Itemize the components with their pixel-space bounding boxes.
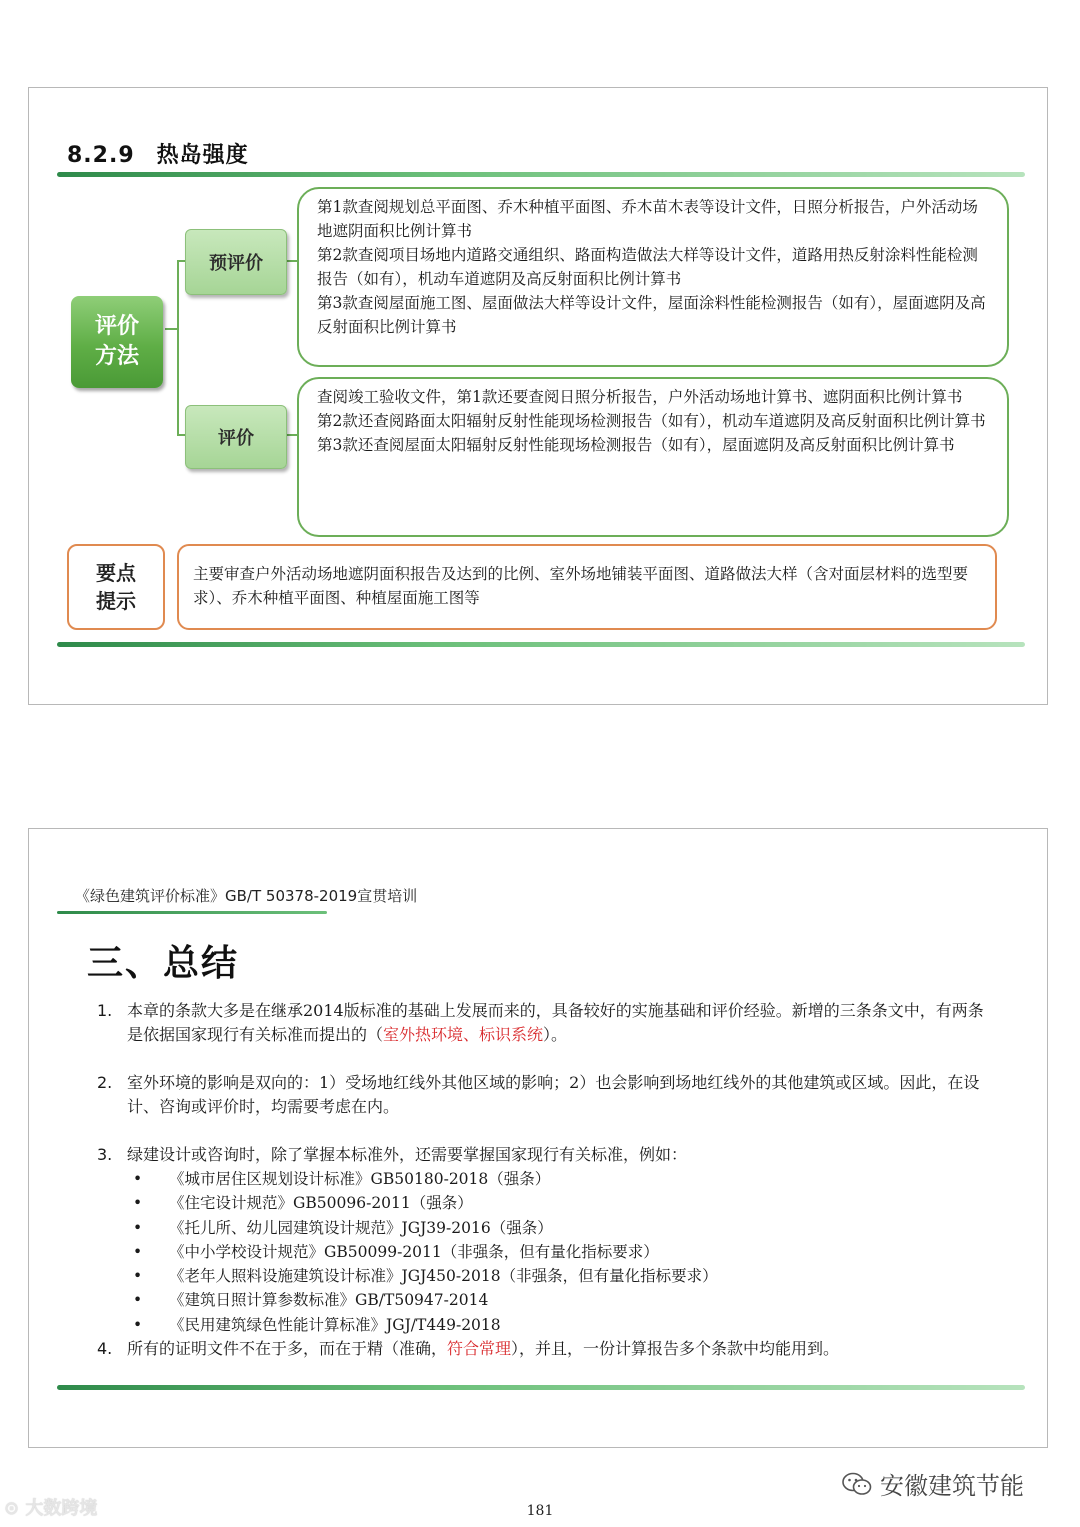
- item-text: 室外环境的影响是双向的：1）受场地红线外其他区域的影响；2）也会影响到场地红线外的其他建筑或区域。因此，在设计、咨询或评价时，均需要考虑在内。: [127, 1073, 980, 1116]
- key-points-line2: 提示: [96, 589, 136, 613]
- slide-summary: [28, 828, 1048, 1448]
- standard-item: • 《住宅设计规范》GB50096-2011（强条）: [133, 1191, 718, 1215]
- key-points-line1: 要点: [96, 561, 136, 585]
- item-text: 绿建设计或咨询时，除了掌握本标准外，还需要掌握国家现行有关标准，例如：: [127, 1145, 688, 1164]
- standard-item: • 《建筑日照计算参数标准》GB/T50947-2014: [133, 1288, 718, 1312]
- connector: [177, 260, 179, 436]
- summary-item-4: [97, 1337, 997, 1361]
- wechat-icon: [842, 1471, 872, 1497]
- watermark-icon: ⊙: [4, 1498, 26, 1519]
- watermark-text: 大数跨境: [25, 1498, 98, 1519]
- standard-item: • 《托儿所、幼儿园建筑设计规范》JGJ39-2016（强条）: [133, 1216, 718, 1240]
- section-title: 热岛强度: [156, 143, 249, 168]
- item-text-end: ），并且，一份计算报告多个条款中均能用到。: [511, 1339, 840, 1358]
- section-heading: [67, 138, 249, 169]
- eval-item: 查阅竣工验收文件，第1款还要查阅日照分析报告，户外活动场地计算书、遮阴面积比例计算书: [317, 388, 963, 406]
- summary-title: 三、总结: [87, 943, 240, 984]
- pre-eval-item: 第2款查阅项目场地内道路交通组织、路面构造做法大样等设计文件，道路用热反射涂料性能检测报告（如有），机动车道遮阴及高反射面积比例计算书: [317, 246, 978, 288]
- eval-item: 第3款还查阅屋面太阳辐射反射性能现场检测报告（如有），屋面遮阴及高反射面积比例计算书: [317, 436, 955, 454]
- standard-item: • 《民用建筑绿色性能计算标准》JGJ/T449-2018: [133, 1313, 718, 1337]
- item-number: 3.: [97, 1145, 113, 1164]
- page-number: 181: [526, 1503, 554, 1519]
- training-header: 《绿色建筑评价标准》GB/T 50378-2019宣贯培训: [75, 887, 418, 905]
- header-underline: [57, 911, 327, 914]
- eval-item: 第2款还查阅路面太阳辐射反射性能现场检测报告（如有），机动车道遮阴及高反射面积比例计算书: [317, 412, 986, 430]
- evaluation-label: 评价: [185, 405, 287, 469]
- pre-evaluation-box: [297, 187, 1009, 367]
- key-points-label: [67, 544, 165, 630]
- standard-item: • 《老年人照料设施建筑设计标准》JGJ450-2018（非强条，但有量化指标要求）: [133, 1264, 718, 1288]
- item-highlight: 室外热环境、标识系统: [383, 1025, 544, 1044]
- brand-mark: [842, 1466, 1024, 1501]
- evaluation-box: [297, 377, 1009, 537]
- pre-eval-item: 第1款查阅规划总平面图、乔木种植平面图、乔木苗木表等设计文件，日照分析报告，户外活动场地遮阴面积比例计算书: [317, 198, 978, 240]
- bottom-divider: [57, 1385, 1025, 1390]
- standard-item: • 《城市居住区规划设计标准》GB50180-2018（强条）: [133, 1167, 718, 1191]
- slide-heat-island: [28, 87, 1048, 705]
- standard-item: • 《中小学校设计规范》GB50099-2011（非强条，但有量化指标要求）: [133, 1240, 718, 1264]
- item-number: 1.: [97, 1001, 113, 1020]
- top-divider: [57, 172, 1025, 177]
- summary-item-1: [97, 999, 997, 1047]
- evaluation-method-label: [71, 296, 163, 388]
- summary-item-3: [97, 1143, 997, 1167]
- method-label-line1: 评价: [94, 314, 139, 339]
- bottom-divider: [57, 642, 1025, 647]
- item-highlight: 符合常理: [447, 1339, 512, 1358]
- item-number: 4.: [97, 1339, 113, 1358]
- pre-evaluation-label: 预评价: [185, 229, 287, 295]
- section-number: 8.2.9: [67, 143, 135, 168]
- key-points-box: [177, 544, 997, 630]
- item-number: 2.: [97, 1073, 113, 1092]
- item-text-end: ）。: [543, 1025, 568, 1044]
- summary-item-2: [97, 1071, 997, 1119]
- item-text: 本章的条款大多是在继承2014版标准的基础上发展而来的，具备较好的实施基础和评价经验。新增的三条条文中，有两条是依据国家现行有关标准而提出的（: [127, 1001, 984, 1044]
- brand-text: 安徽建筑节能: [880, 1472, 1024, 1500]
- item-text: 所有的证明文件不在于多，而在于精（准确，: [127, 1339, 448, 1358]
- key-points-text: 主要审查户外活动场地遮阴面积报告及达到的比例、室外场地铺装平面图、道路做法大样（含对面层材料的选型要求）、乔木种植平面图、种植屋面施工图等: [193, 565, 969, 607]
- pre-eval-item: 第3款查阅屋面施工图、屋面做法大样等设计文件，屋面涂料性能检测报告（如有），屋面遮阴及高反射面积比例计算书: [317, 294, 986, 336]
- standards-list: [133, 1167, 718, 1337]
- method-label-line2: 方法: [94, 344, 139, 369]
